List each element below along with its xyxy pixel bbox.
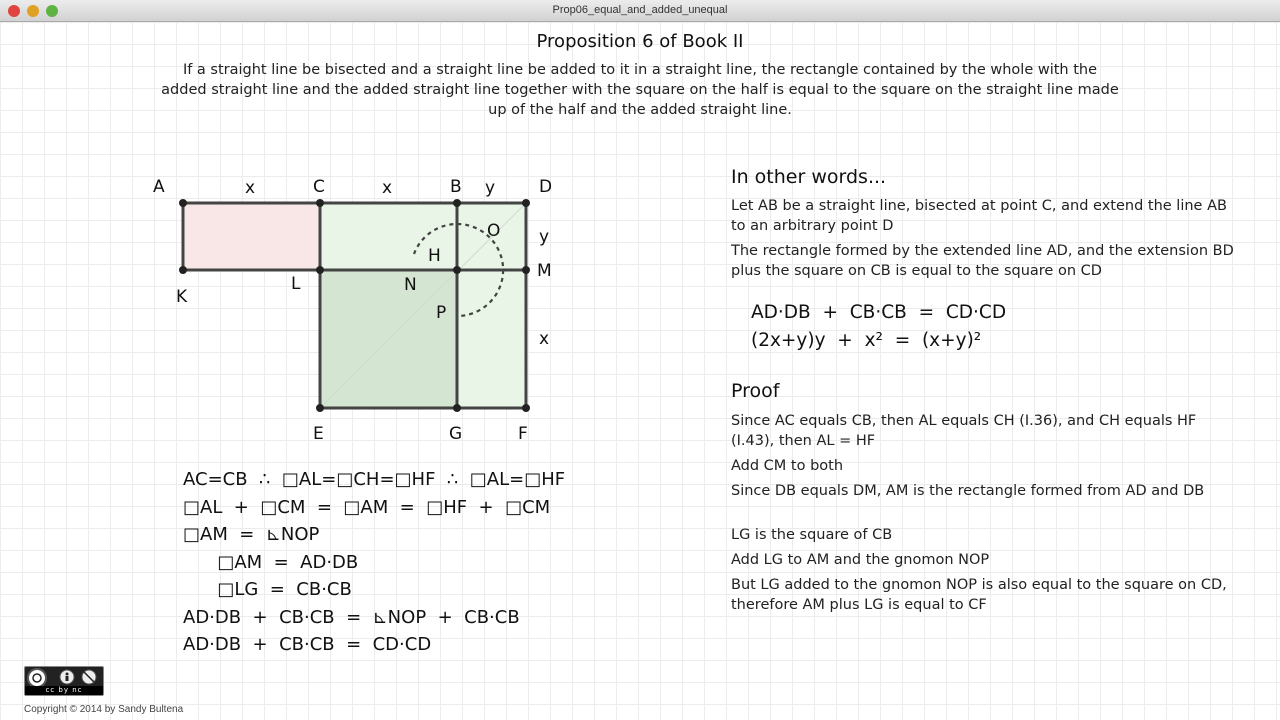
label-K: K: [176, 287, 188, 307]
creative-commons-badge: [24, 666, 104, 696]
equation: □LG = CB·CB: [183, 579, 352, 600]
point-M: [522, 266, 530, 274]
point-L: [316, 266, 324, 274]
label-L: L: [291, 274, 301, 294]
proof-step: Add LG to AM and the gnomon NOP: [731, 552, 990, 568]
proof-heading: Proof: [731, 380, 780, 402]
point-H: [453, 266, 461, 274]
proposition-statement: If a straight line be bisected and a straight line be added to it in a straight line, the rectangle contained by the whole with the added straight line and the added straight line together with the square on the half is equal to the square on the straight line made up of the half and the added straight line.: [161, 62, 1119, 118]
label-C: C: [313, 177, 325, 197]
proof-step: LG is the square of CB: [731, 527, 893, 543]
equation: □AM = ⊾NOP: [183, 524, 320, 545]
other-words-p2: The rectangle formed by the extended line AD, and the extension BD plus the square on CB is equal to the square on CD: [731, 243, 1234, 279]
equation: AD·DB + CB·CB = CD·CD: [183, 634, 432, 655]
point-B: [453, 199, 461, 207]
license-badge-text: cc by nc: [25, 686, 103, 695]
label-D: D: [539, 177, 553, 197]
point-F: [522, 404, 530, 412]
proof-step: Since DB equals DM, AM is the rectangle formed from AD and DB: [731, 483, 1205, 499]
point-A: [179, 199, 187, 207]
point-C: [316, 199, 324, 207]
label-O: O: [487, 221, 501, 241]
equation-list: [183, 466, 565, 659]
length-MF: x: [539, 329, 550, 349]
label-H: H: [428, 246, 441, 266]
label-M: M: [537, 261, 552, 281]
rect-HF: [457, 270, 526, 408]
length-CB: x: [382, 178, 393, 198]
label-B: B: [450, 177, 462, 197]
formula-2: (2x+y)y + x² = (x+y)²: [751, 330, 982, 351]
other-words-heading: In other words...: [731, 166, 887, 188]
label-A: A: [153, 177, 165, 197]
rect-AL: [183, 203, 320, 270]
equation: AC=CB ∴ □AL=□CH=□HF ∴ □AL=□HF: [183, 469, 566, 490]
point-G: [453, 404, 461, 412]
equation: □AL + □CM = □AM = □HF + □CM: [183, 496, 551, 518]
label-P: P: [436, 303, 447, 323]
label-G: G: [449, 424, 463, 444]
label-F: F: [518, 424, 528, 444]
copyright-text: Copyright © 2014 by Sandy Bultena: [24, 704, 184, 715]
point-E: [316, 404, 324, 412]
proof-step: Since AC equals CB, then AL equals CH (I.36), and CH equals HF (I.43), then AL = HF: [731, 413, 1197, 449]
proof-step: But LG added to the gnomon NOP is also equal to the square on CD, therefore AM plus LG is equal to CF: [731, 577, 1227, 613]
label-E: E: [313, 424, 324, 444]
length-DM: y: [539, 227, 550, 247]
equation: AD·DB + CB·CB = ⊾NOP + CB·CB: [183, 606, 520, 628]
equation: □AM = AD·DB: [183, 551, 359, 573]
page-title: Proposition 6 of Book II: [536, 31, 744, 52]
label-N: N: [404, 275, 417, 295]
point-K: [179, 266, 187, 274]
other-words-p1: Let AB be a straight line, bisected at point C, and extend the line AB to an arbitrary point D: [731, 198, 1227, 234]
length-AC: x: [245, 178, 256, 198]
point-D: [522, 199, 530, 207]
formula-1: AD·DB + CB·CB = CD·CD: [751, 302, 1007, 323]
proof-step: Add CM to both: [731, 458, 844, 474]
length-BD: y: [485, 178, 496, 198]
window-title: Prop06_equal_and_added_unequal: [552, 4, 728, 16]
